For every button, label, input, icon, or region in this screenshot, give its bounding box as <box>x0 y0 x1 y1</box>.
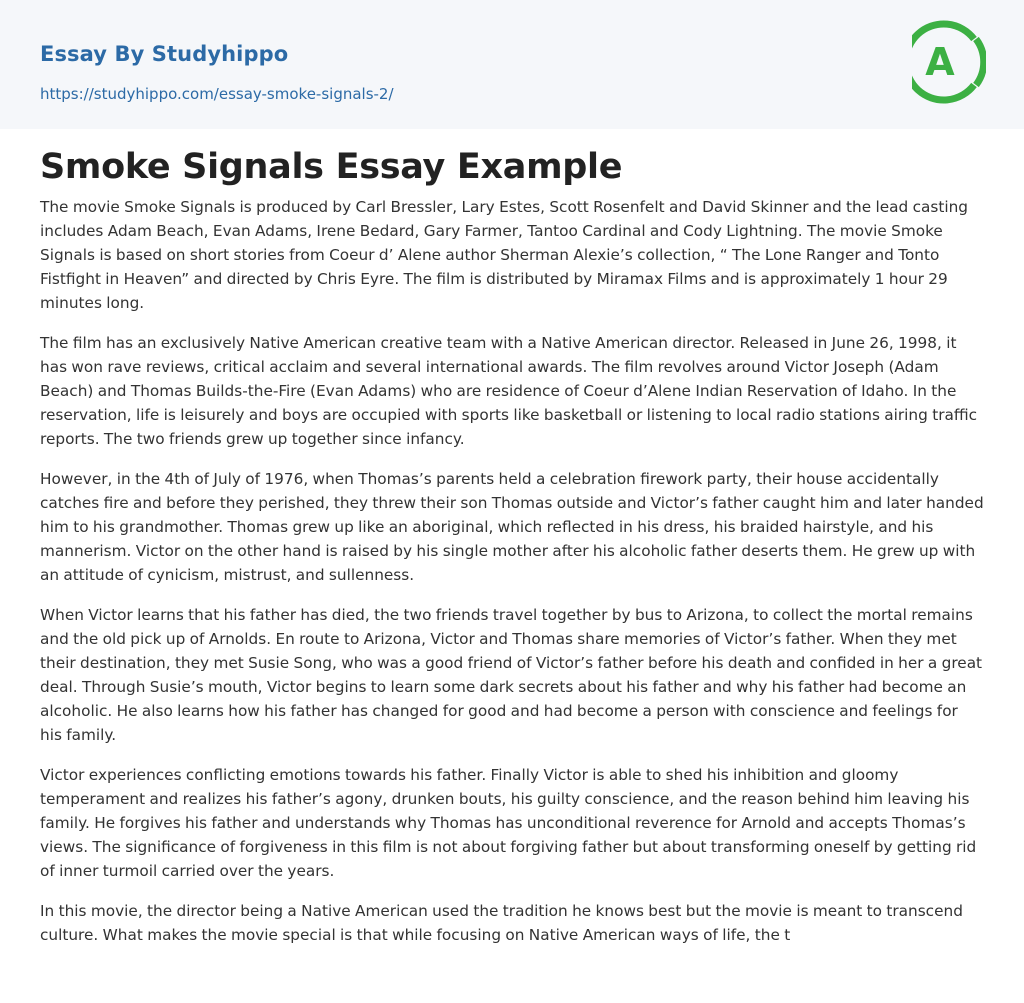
paragraph-3: However, in the 4th of July of 1976, when Thomas’s parents held a celebration firework party, their house accidentally catches fire and before they perished, they threw their son Thomas outside and Victor’s father caught him and later handed him to his grandmother. Thomas grew up like an aboriginal, which reflected in his dress, his braided hairstyle, and his mannerism. Victor on the other hand is raised by his single mother after his alcoholic father deserts them. He grew up with an attitude of cynicism, mistrust, and sullenness. <box>40 470 984 584</box>
paragraph-5: Victor experiences conflicting emotions towards his father. Finally Victor is able to shed his inhibition and gloomy temperament and realizes his father’s agony, drunken bouts, his guilty conscience, and the reason behind him leaving his family. He forgives his father and understands why Thomas has unconditional reverence for Arnold and accepts Thomas’s views. The significance of forgiveness in this film is not about forgiving father but about transforming oneself by getting rid of inner turmoil carried over the years. <box>40 766 977 880</box>
paragraph-4: When Victor learns that his father has died, the two friends travel together by bus to Arizona, to collect the mortal remains and the old pick up of Arnolds. En route to Arizona, Victor and Thomas share memories of Victor’s father. When they met their destination, they met Susie Song, who was a good friend of Victor’s father before his death and confided in her a great deal. Through Susie’s mouth, Victor begins to learn some dark secrets about his father and why his father had become an alcoholic. He also learns how his father has changed for good and had become a person with conscience and feelings for his family. <box>40 606 983 744</box>
paragraph-6: In this movie, the director being a Native American used the tradition he knows best but the movie is meant to transcend culture. What makes the movie special is that while focusing on Native American ways of life, the t <box>40 902 963 944</box>
page-title: Smoke Signals Essay Example <box>40 147 623 187</box>
paragraph-1: The movie Smoke Signals is produced by Carl Bressler, Lary Estes, Scott Rosenfelt and David Skinner and the lead casting includes Adam Beach, Evan Adams, Irene Bedard, Gary Farmer, Tantoo Cardinal and Cody Lightning. The movie Smoke Signals is based on short stories from Coeur d’ Alene author Sherman Alexie’s collection, “ The Lone Ranger and Tonto Fistfight in Heaven” and directed by Chris Eyre. The film is distributed by Miramax Films and is approximately 1 hour 29 minutes long. <box>40 198 969 312</box>
source-url-link[interactable]: https://studyhippo.com/essay-smoke-signals-2/ <box>40 85 394 103</box>
brand-title[interactable]: Essay By Studyhippo <box>40 42 289 66</box>
page-bottom-fade <box>0 950 1024 1003</box>
article <box>40 142 984 963</box>
logo-letter: A <box>925 40 955 84</box>
paragraph-2: The film has an exclusively Native American creative team with a Native American director. Released in June 26, 1998, it has won rave reviews, critical acclaim and several international awards. The film revolves around Victor Joseph (Adam Beach) and Thomas Builds-the-Fire (Evan Adams) who are residence of Coeur d’Alene Indian Reservation of Idaho. In the reservation, life is leisurely and boys are occupied with sports like basketball or listening to local radio stations airing traffic reports. The two friends grew up together since infancy. <box>40 334 978 448</box>
studyhippo-logo-icon[interactable] <box>912 19 986 105</box>
page-header <box>0 0 1024 129</box>
